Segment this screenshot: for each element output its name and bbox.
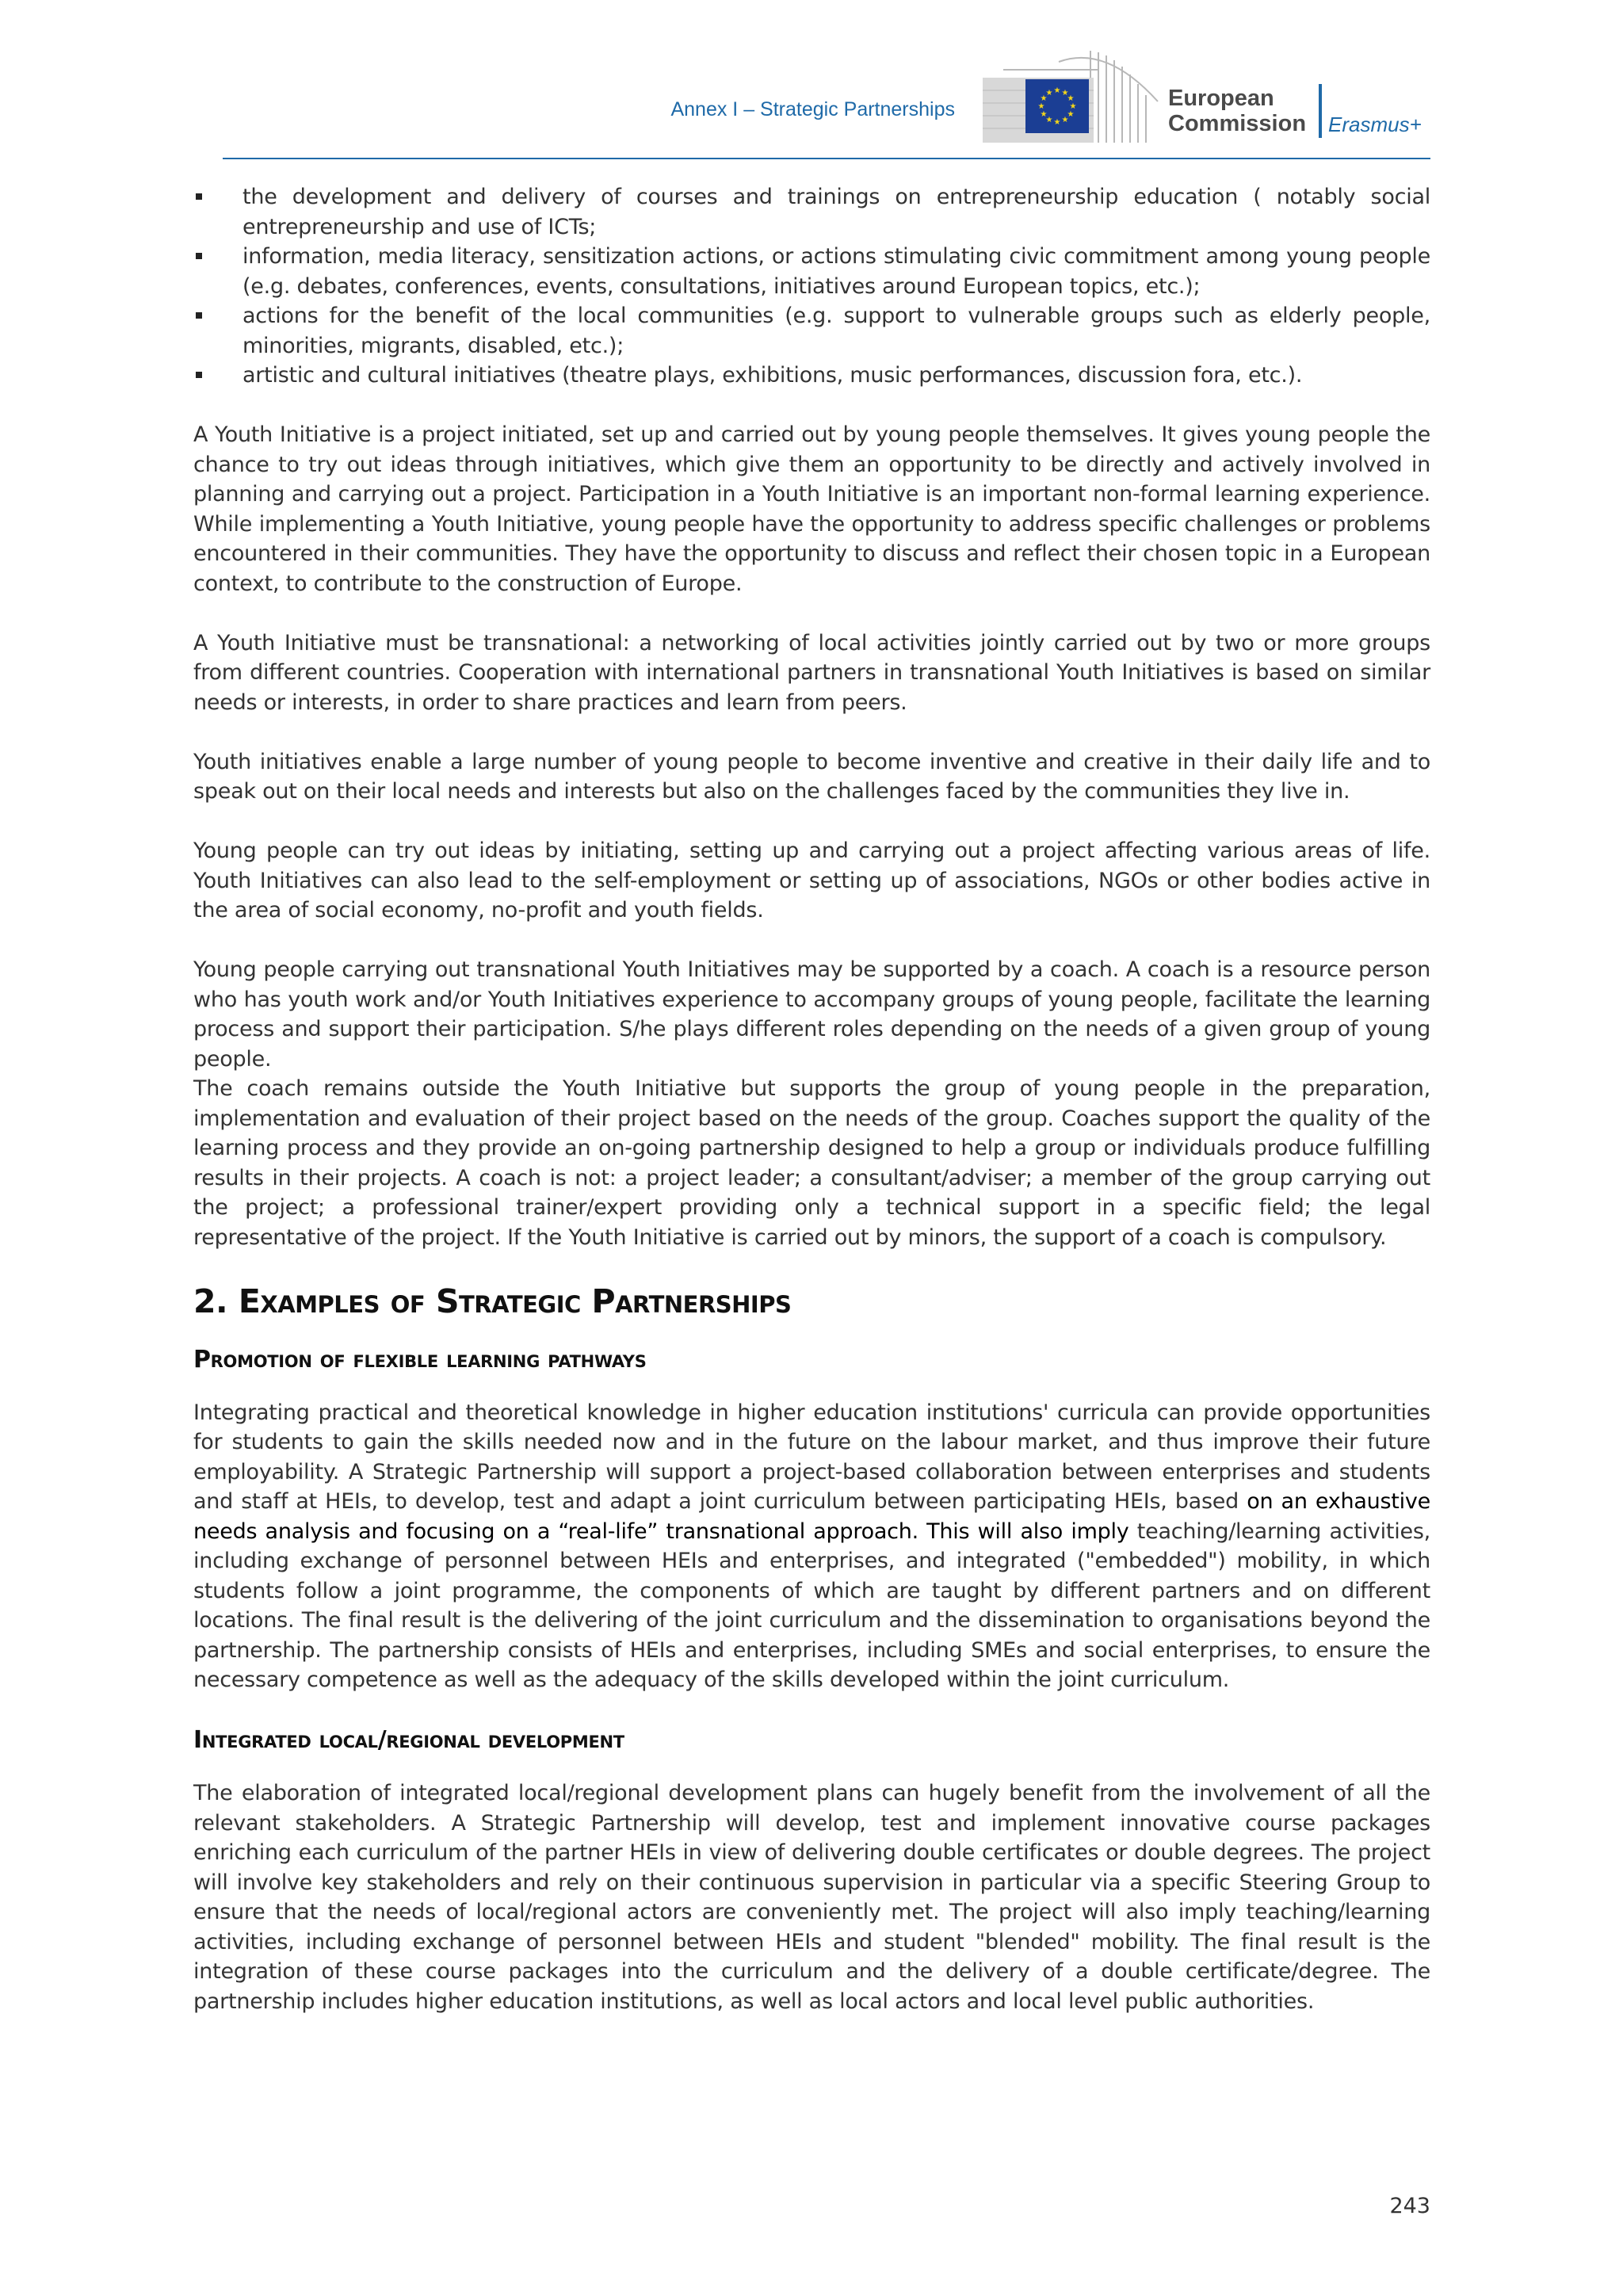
svg-text:★: ★ bbox=[1061, 116, 1069, 124]
svg-text:★: ★ bbox=[1053, 118, 1061, 127]
paragraph-coach: Young people carrying out transnational Youth Initiatives may be supported by a coach. A coach is a resource person who has youth work and/or Youth Initiatives experience to accompany groups of young people, facilitate the learning process and support their participation. S/he plays different roles depending on the needs of a given group of young people. bbox=[193, 957, 1430, 1072]
activity-bullet-list bbox=[193, 182, 1430, 391]
bullet-square-icon bbox=[196, 312, 202, 319]
text-segment: teaching/learning activities, including exchange of personnel between HEIs and enterprises, and integrated ("embedded") mobility, in which students follow a joint programme, the components of which are taught by different partners and on different locations. The final result is the delivering of the joint curriculum and the dissemination to organisations beyond the partnership. The partnership consists of HEIs and enterprises, including SMEs and social enterprises, to ensure the necessary competence as well as the adequacy of the skills developed within the joint curriculum. bbox=[193, 1519, 1431, 1692]
ec-line1: European bbox=[1168, 86, 1274, 111]
logo-divider bbox=[1319, 84, 1322, 138]
bullet-square-icon bbox=[196, 372, 202, 378]
text-segment: Integrating practical and theoretical knowledge in higher education institutions' curricula can provide opportunities for students to gain the skills needed now and in the future on the labour market, and thus improve their future employability. A Strategic Partnership will support a project-based collaboration between enterprises and students and staff at HEIs, to develop, test and adapt a joint curriculum between participating HEIs, based bbox=[193, 1400, 1430, 1514]
svg-text:★: ★ bbox=[1045, 89, 1053, 97]
list-item-text: artistic and cultural initiatives (theatre plays, exhibitions, music performances, discussion fora, etc.). bbox=[242, 363, 1303, 388]
paragraph-inventive: Youth initiatives enable a large number of young people to become inventive and creative in their daily life and to speak out on their local needs and interests but also on the challenges faced by the communities they live in. bbox=[193, 749, 1430, 804]
erasmus-wordmark: Erasmus+ bbox=[1328, 113, 1422, 136]
svg-text:★: ★ bbox=[1037, 102, 1045, 111]
paragraph-transnational: A Youth Initiative must be transnational: a networking of local activities jointly carried out by two or more groups from different countries. Cooperation with international partners in transnational Youth Initiatives is based on similar needs or interests, in order to share practices and learn from peers. bbox=[193, 630, 1430, 715]
svg-text:★: ★ bbox=[1067, 110, 1075, 119]
svg-text:★: ★ bbox=[1069, 102, 1077, 111]
european-commission-logo bbox=[980, 46, 1435, 149]
ec-line2: Commission bbox=[1168, 111, 1307, 136]
list-item-text: actions for the benefit of the local communities (e.g. support to vulnerable groups such as elderly people, minorities, migrants, disabled, etc.); bbox=[242, 304, 1430, 358]
paragraph-coach-role: The coach remains outside the Youth Initiative but supports the group of young people in the preparation, implementation and evaluation of their project based on the needs of the group. Coaches support the quality of the learning process and they provide an on-going partnership designed to help a group or individuals produce fulfilling results in their projects. A coach is not: a project leader; a consultant/adviser; a member of the group carrying out the project; a professional trainer/expert providing only a technical support in a specific field; the legal representative of the project. If the Youth Initiative is carried out by minors, the support of a coach is compulsory. bbox=[193, 1076, 1430, 1250]
svg-text:★: ★ bbox=[1040, 94, 1048, 103]
page-body bbox=[193, 182, 1430, 2046]
header-rule bbox=[223, 158, 1430, 159]
bullet-square-icon bbox=[196, 253, 202, 259]
eu-stars-icon bbox=[1025, 79, 1089, 133]
paragraph-flexible-learning bbox=[193, 1398, 1430, 1695]
subsection-heading-flexible-learning: Promotion of flexible learning pathways bbox=[193, 1345, 647, 1373]
header-title: Annex I – Strategic Partnerships bbox=[670, 98, 955, 120]
subsection-heading-regional-development: Integrated local/regional development bbox=[193, 1726, 624, 1754]
ec-wordmark bbox=[1168, 86, 1306, 136]
paragraph-regional-development: The elaboration of integrated local/regional development plans can hugely benefit from the involvement of all the relevant stakeholders. A Strategic Partnership will develop, test and implement innovative course packages enriching each curriculum of the partner HEIs in view of delivering double certificates or double degrees. The project will involve key stakeholders and rely on their continuous supervision in particular via a specific Steering Group to ensure that the needs of local/regional actors are conveniently met. The project will also imply teaching/learning activities, including exchange of personnel between HEIs and student "blended" mobility. The final result is the integration of these course packages into the curriculum and the delivery of a double certificate/degree. The partnership includes higher education institutions, as well as local actors and local level public authorities. bbox=[193, 1781, 1430, 2014]
list-item bbox=[193, 242, 1430, 301]
bullet-square-icon bbox=[196, 193, 202, 200]
list-item bbox=[193, 301, 1430, 361]
list-item-text: the development and delivery of courses and trainings on entrepreneurship education ( notably social entrepreneurship and use of ICTs; bbox=[242, 185, 1430, 239]
svg-text:★: ★ bbox=[1040, 110, 1048, 119]
paragraph-try-ideas: Young people can try out ideas by initiating, setting up and carrying out a project affecting various areas of life. Youth Initiatives can also lead to the self-employment or setting up of associations, NGOs or other bodies active in the area of social economy, no-profit and youth fields. bbox=[193, 839, 1430, 923]
page-number: 243 bbox=[1389, 2194, 1430, 2218]
paragraph-youth-initiative-definition: A Youth Initiative is a project initiated, set up and carried out by young people themselves. It gives young people the chance to try out ideas through initiatives, which give them an opportunity to be directly and actively involved in planning and carrying out a project. Participation in a Youth Initiative is an important non-formal learning experience. While implementing a Youth Initiative, young people have the opportunity to address specific challenges or problems encountered in their communities. They have the opportunity to discuss and reflect their chosen topic in a European context, to contribute to the construction of Europe. bbox=[193, 422, 1430, 596]
text-segment-dark: on an exhaustive needs analysis and focusing on a “real-life” transnational approach. This will also imply bbox=[193, 1489, 1430, 1544]
list-item bbox=[193, 361, 1430, 391]
svg-text:★: ★ bbox=[1067, 94, 1075, 103]
section-heading: 2. Examples of Strategic Partnerships bbox=[193, 1282, 792, 1320]
svg-text:★: ★ bbox=[1061, 89, 1069, 97]
svg-text:★: ★ bbox=[1053, 86, 1061, 95]
svg-text:★: ★ bbox=[1045, 116, 1053, 124]
eu-flag-icon bbox=[1025, 79, 1089, 133]
list-item-text: information, media literacy, sensitization actions, or actions stimulating civic commitment among young people (e.g. debates, conferences, events, consultations, initiatives around European topics, etc.); bbox=[242, 244, 1430, 299]
list-item bbox=[193, 182, 1430, 242]
